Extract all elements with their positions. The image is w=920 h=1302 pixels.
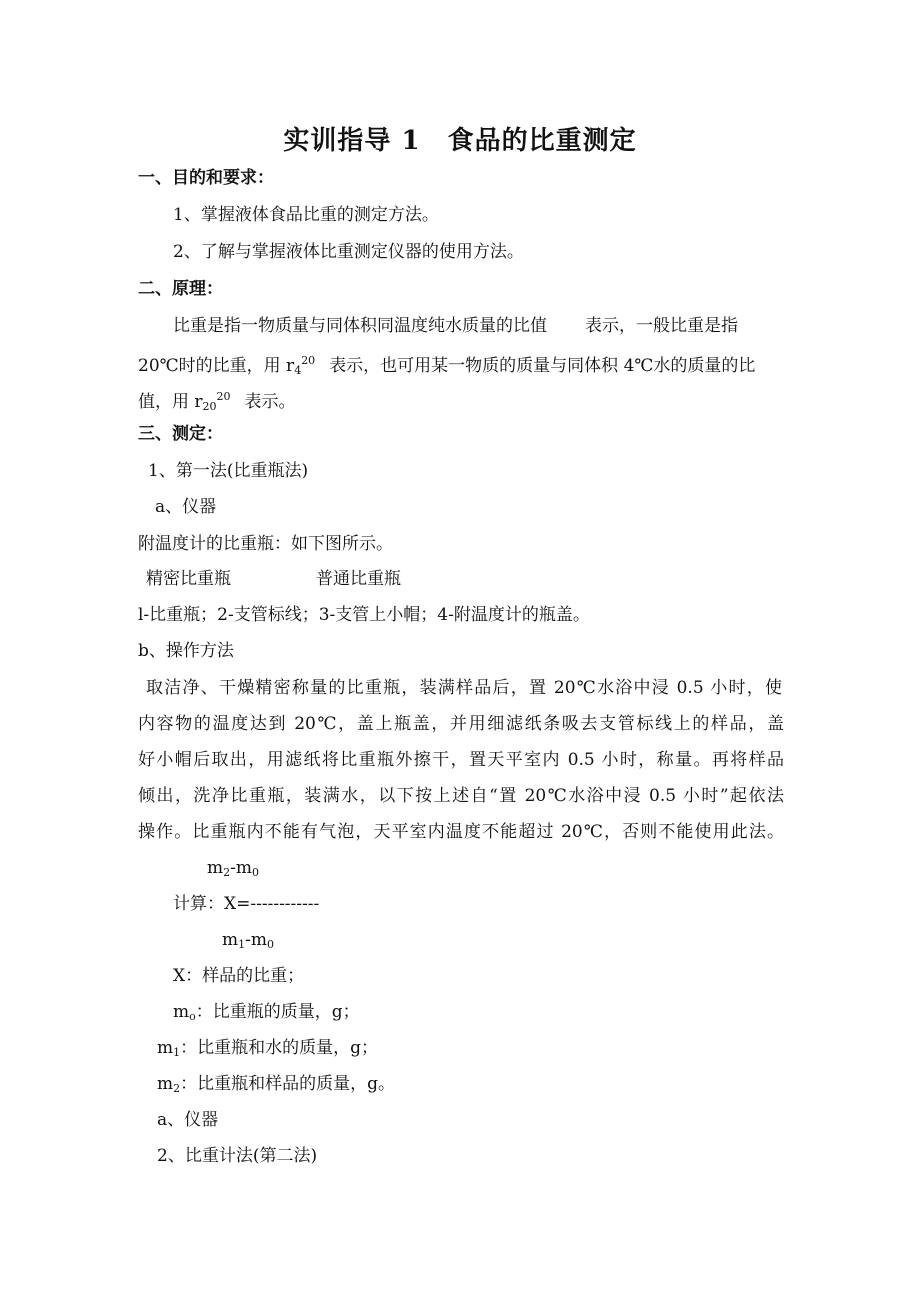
instrument-label: a、仪器 [155,497,217,517]
operation-line-1: 取洁净、干燥精密称量的比重瓶，装满样品后，置 20℃水浴中浸 0.5 小时，使 [146,678,782,698]
formula-numerator [207,857,259,884]
figure-label-precise: 精密比重瓶 [146,569,231,589]
r-superscript: 20 [216,390,231,403]
principle-text-2a: 20℃时的比重，用 r [138,356,295,376]
r-subscript: 20 [202,400,217,413]
formula-symbol: -m [230,858,252,878]
section-1-heading: 一、目的和要求： [138,168,274,188]
section-3-heading: 三、测定： [138,424,223,444]
variable-subscript: 1 [173,1046,181,1059]
principle-line-2 [138,350,755,382]
formula-calculation: 计算：X=------------ [173,894,320,914]
principle-text-2b: 表示，也可用某一物质的质量与同体积 4℃水的质量的比 [329,356,756,376]
goal-item-1: 1、掌握液体食品比重的测定方法。 [173,205,439,225]
definition-x: X：样品的比重； [173,966,305,986]
operation-line-4: 倾出，洗净比重瓶，装满水，以下按上述自“置 20℃水浴中浸 0.5 小时”起依法 [138,786,784,806]
principle-text-1b: 表示，一般比重是指 [585,316,738,336]
variable-subscript: 2 [173,1082,181,1095]
instrument-description: 附温度计的比重瓶：如下图所示。 [138,534,393,554]
formula-symbol: m [222,930,239,950]
r-superscript: 20 [301,354,316,367]
section-2-heading: 二、原理： [138,279,223,299]
variable-definition: ：比重瓶和水的质量，g； [180,1038,379,1058]
page-title: 实训指导 1 食品的比重测定 [283,126,637,156]
r-subscript: 4 [294,364,302,377]
variable-definition: ：比重瓶的质量，g； [195,1002,360,1022]
figure-label-normal: 普通比重瓶 [316,569,401,589]
definition-m1 [157,1037,378,1064]
operation-line-3: 好小帽后取出，用滤纸将比重瓶外擦干，置天平室内 0.5 小时，称量。再将样品 [138,750,784,770]
principle-line-1 [173,315,738,337]
figure-legend: l-比重瓶；2-支管标线；3-支管上小帽；4-附温度计的瓶盖。 [138,605,590,625]
principle-text-1a: 比重是指一物质量与同体积同温度纯水质量的比值 [173,316,547,336]
goal-item-2: 2、了解与掌握液体比重测定仪器的使用方法。 [173,242,524,262]
variable-symbol: m [157,1038,174,1058]
principle-text-3a: 值，用 r [138,392,203,412]
method-1-heading: 1、第一法(比重瓶法) [148,461,309,481]
formula-symbol: -m [245,930,267,950]
instrument-label-2: a、仪器 [157,1110,219,1130]
variable-symbol: m [173,1002,190,1022]
principle-line-3 [138,386,296,418]
operation-heading: b、操作方法 [138,641,234,661]
formula-subscript: 2 [223,866,231,879]
definition-m2 [157,1073,395,1100]
method-2-heading: 2、比重计法(第二法) [157,1146,318,1166]
formula-symbol: m [207,858,224,878]
operation-line-5: 操作。比重瓶内不能有气泡，天平室内温度不能超过 20℃，否则不能使用此法。 [138,822,784,842]
formula-denominator [222,929,274,956]
formula-subscript: 0 [252,866,259,879]
operation-line-2: 内容物的温度达到 20℃，盖上瓶盖，并用细滤纸条吸去支管标线上的样品，盖 [138,714,784,734]
principle-text-3b: 表示。 [244,392,296,412]
formula-subscript: 0 [267,938,274,951]
variable-definition: ：比重瓶和样品的质量，g。 [180,1074,396,1094]
variable-symbol: m [157,1074,174,1094]
definition-m0 [173,1001,360,1028]
variable-subscript: o [189,1010,196,1023]
formula-subscript: 1 [238,938,246,951]
